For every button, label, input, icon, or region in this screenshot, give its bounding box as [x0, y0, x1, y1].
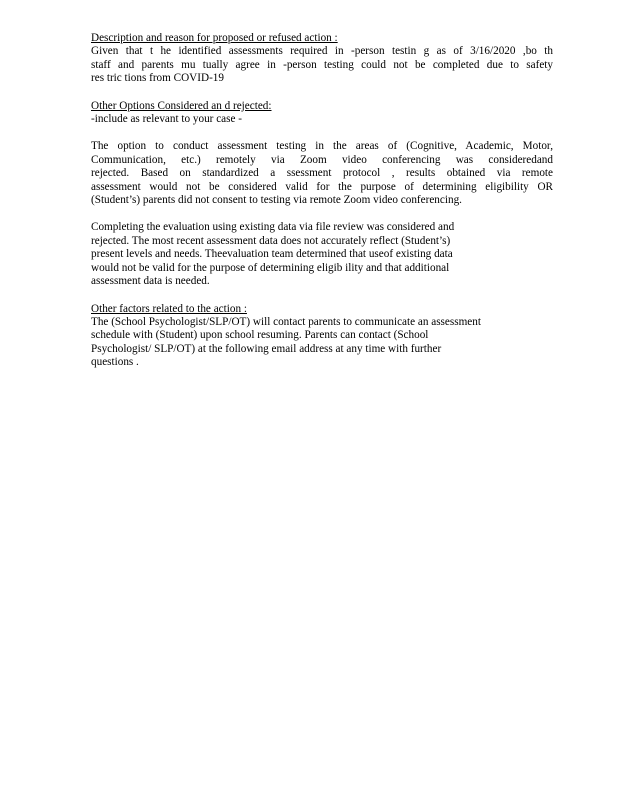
- other-factors-heading: Other factors related to the action :: [91, 302, 247, 315]
- remote-testing-paragraph: [91, 140, 553, 207]
- paragraph-line: (Student’s) parents did not consent to testing via remote Zoom video conferencing.: [91, 194, 462, 207]
- description-line: Given that t he identified assessments required in -person testin g as of 3/16/2020 ,bo th: [91, 45, 553, 58]
- other-factors-line: schedule with (Student) upon school resuming. Parents can contact (School: [91, 329, 429, 342]
- paragraph-line: present levels and needs. Theevaluation team determined that useof existing data: [91, 248, 453, 261]
- paragraph-line: Completing the evaluation using existing data via file review was considered and: [91, 221, 455, 234]
- paragraph-line: rejected. The most recent assessment data does not accurately reflect (Student’s): [91, 234, 451, 247]
- paragraph-line: assessment would not be considered valid for the purpose of determining eligibility OR: [91, 180, 553, 193]
- paragraph-line: assessment data is needed.: [91, 275, 210, 288]
- other-options-section: [91, 100, 553, 127]
- paragraph-line: Communication, etc.) remotely via Zoom video conferencing was consideredand: [91, 153, 553, 166]
- existing-data-paragraph: [91, 221, 553, 288]
- other-options-heading: Other Options Considered an d rejected:: [91, 99, 272, 112]
- other-options-note: -include as relevant to your case -: [91, 113, 242, 126]
- paragraph-line: rejected. Based on standardized a ssessment protocol , results obtained via remote: [91, 167, 553, 180]
- description-line: res tric tions from COVID-19: [91, 72, 224, 85]
- other-factors-line: questions .: [91, 356, 139, 369]
- other-factors-line: The (School Psychologist/SLP/OT) will contact parents to communicate an assessment: [91, 315, 481, 328]
- description-line: staff and parents mu tually agree in -person testing could not be completed due to safety: [91, 58, 553, 71]
- paragraph-line: would not be valid for the purpose of determining eligib ility and that additional: [91, 261, 450, 274]
- other-factors-line: Psychologist/ SLP/OT) at the following email address at any time with further: [91, 342, 442, 355]
- paragraph-line: The option to conduct assessment testing in the areas of (Cognitive, Academic, Motor,: [91, 140, 553, 153]
- document-page: [91, 32, 553, 384]
- other-factors-section: [91, 303, 553, 370]
- description-heading: Description and reason for proposed or refused action :: [91, 32, 338, 44]
- description-section: [91, 32, 553, 86]
